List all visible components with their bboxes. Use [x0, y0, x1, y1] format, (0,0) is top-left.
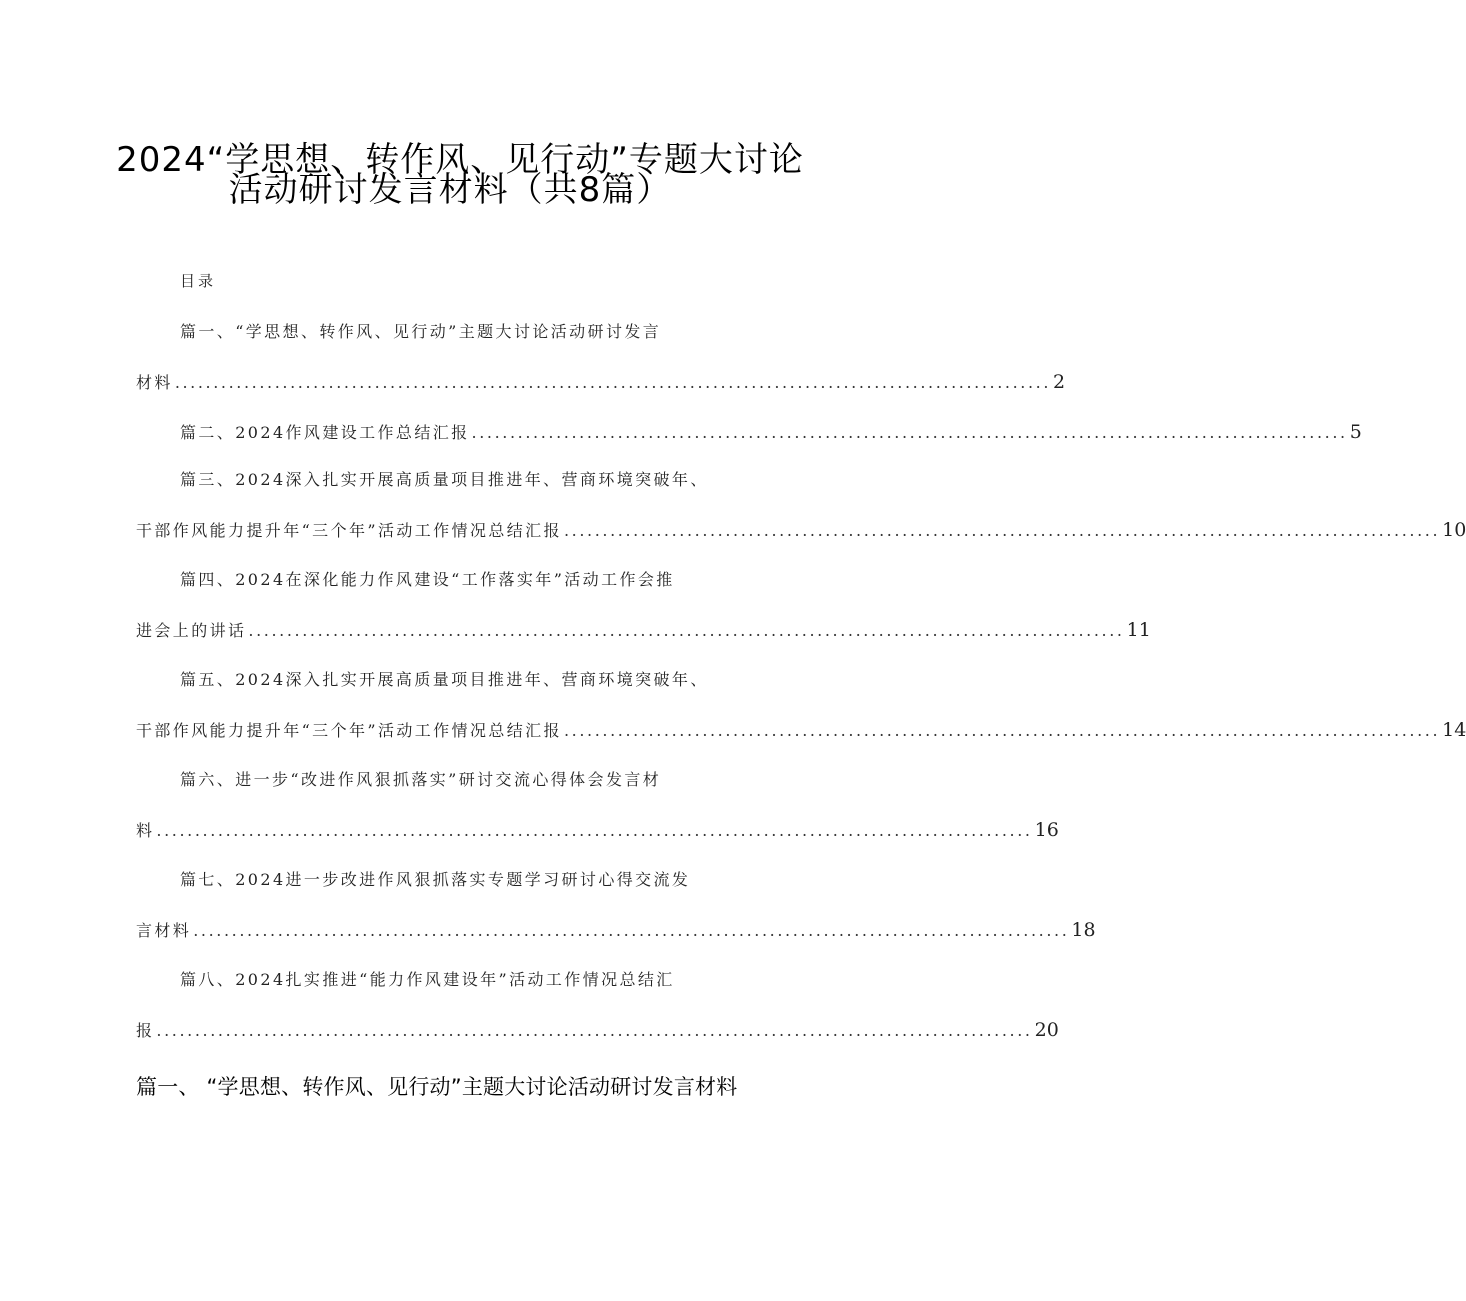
toc-entry-4-line-1: 篇四、2024在深化能力作风建设“工作落实年”活动工作会推: [180, 570, 675, 589]
toc-entry-1-line-1: 篇一、“学思想、转作风、见行动”主题大讨论活动研讨发言: [180, 322, 662, 341]
toc-leader-dots: ..................................................................................................................: [156, 821, 1033, 840]
toc-entry-4-line-2: 进会上的讲话: [136, 621, 247, 640]
toc-leader-dots: ..................................................................................................................: [156, 1021, 1033, 1040]
toc-entry-4-page: 11: [1126, 619, 1151, 641]
toc-entry-2-page: 5: [1349, 421, 1362, 443]
toc-leader-dots: ..................................................................................................................: [471, 423, 1348, 442]
toc-entry-6-line-2: 料: [136, 821, 155, 840]
toc-entry-2[interactable]: [180, 420, 1362, 445]
toc-entry-7[interactable]: [136, 918, 1096, 943]
toc-entry-5-line-2: 干部作风能力提升年“三个年”活动工作情况总结汇报: [136, 721, 562, 740]
document-title-line-1: 2024“学思想、转作风、见行动”专题大讨论: [116, 140, 804, 180]
toc-entry-6[interactable]: [136, 818, 1059, 843]
toc-entry-1[interactable]: [136, 370, 1066, 395]
toc-leader-dots: ..................................................................................................................: [174, 373, 1052, 392]
toc-entry-5[interactable]: [136, 718, 1466, 743]
toc-heading: 目录: [180, 272, 217, 290]
toc-entry-2-line-1: 篇二、2024作风建设工作总结汇报: [180, 423, 470, 442]
toc-leader-dots: ..................................................................................................................: [563, 521, 1441, 540]
toc-entry-7-line-1: 篇七、2024进一步改进作风狠抓落实专题学习研讨心得交流发: [180, 870, 691, 889]
document-title-line-2: 活动研讨发言材料（共8篇）: [228, 170, 672, 210]
toc-entry-1-line-2: 材料: [136, 373, 173, 392]
toc-entry-5-line-1: 篇五、2024深入扎实开展高质量项目推进年、营商环境突破年、: [180, 670, 709, 689]
toc-entry-8-page: 20: [1034, 1019, 1059, 1041]
toc-entry-8-line-1: 篇八、2024扎实推进“能力作风建设年”活动工作情况总结汇: [180, 970, 675, 989]
toc-entry-3-line-2: 干部作风能力提升年“三个年”活动工作情况总结汇报: [136, 521, 562, 540]
toc-entry-3-line-1: 篇三、2024深入扎实开展高质量项目推进年、营商环境突破年、: [180, 470, 709, 489]
toc-leader-dots: ..................................................................................................................: [248, 621, 1125, 640]
toc-entry-7-line-2: 言材料: [136, 921, 192, 940]
toc-entry-8[interactable]: [136, 1018, 1059, 1043]
toc-entry-7-page: 18: [1071, 919, 1096, 941]
section-heading: 篇一、 “学思想、转作风、见行动”主题大讨论活动研讨发言材料: [136, 1075, 738, 1099]
toc-entry-6-page: 16: [1034, 819, 1059, 841]
toc-entry-1-page: 2: [1053, 371, 1066, 393]
toc-entry-5-page: 14: [1442, 719, 1466, 741]
toc-entry-3[interactable]: [136, 518, 1466, 543]
toc-entry-8-line-2: 报: [136, 1021, 155, 1040]
toc-leader-dots: ..................................................................................................................: [193, 921, 1070, 940]
toc-leader-dots: ..................................................................................................................: [563, 721, 1441, 740]
toc-entry-4[interactable]: [136, 618, 1151, 643]
toc-entry-6-line-1: 篇六、进一步“改进作风狠抓落实”研讨交流心得体会发言材: [180, 770, 662, 789]
toc-entry-3-page: 10: [1442, 519, 1466, 541]
